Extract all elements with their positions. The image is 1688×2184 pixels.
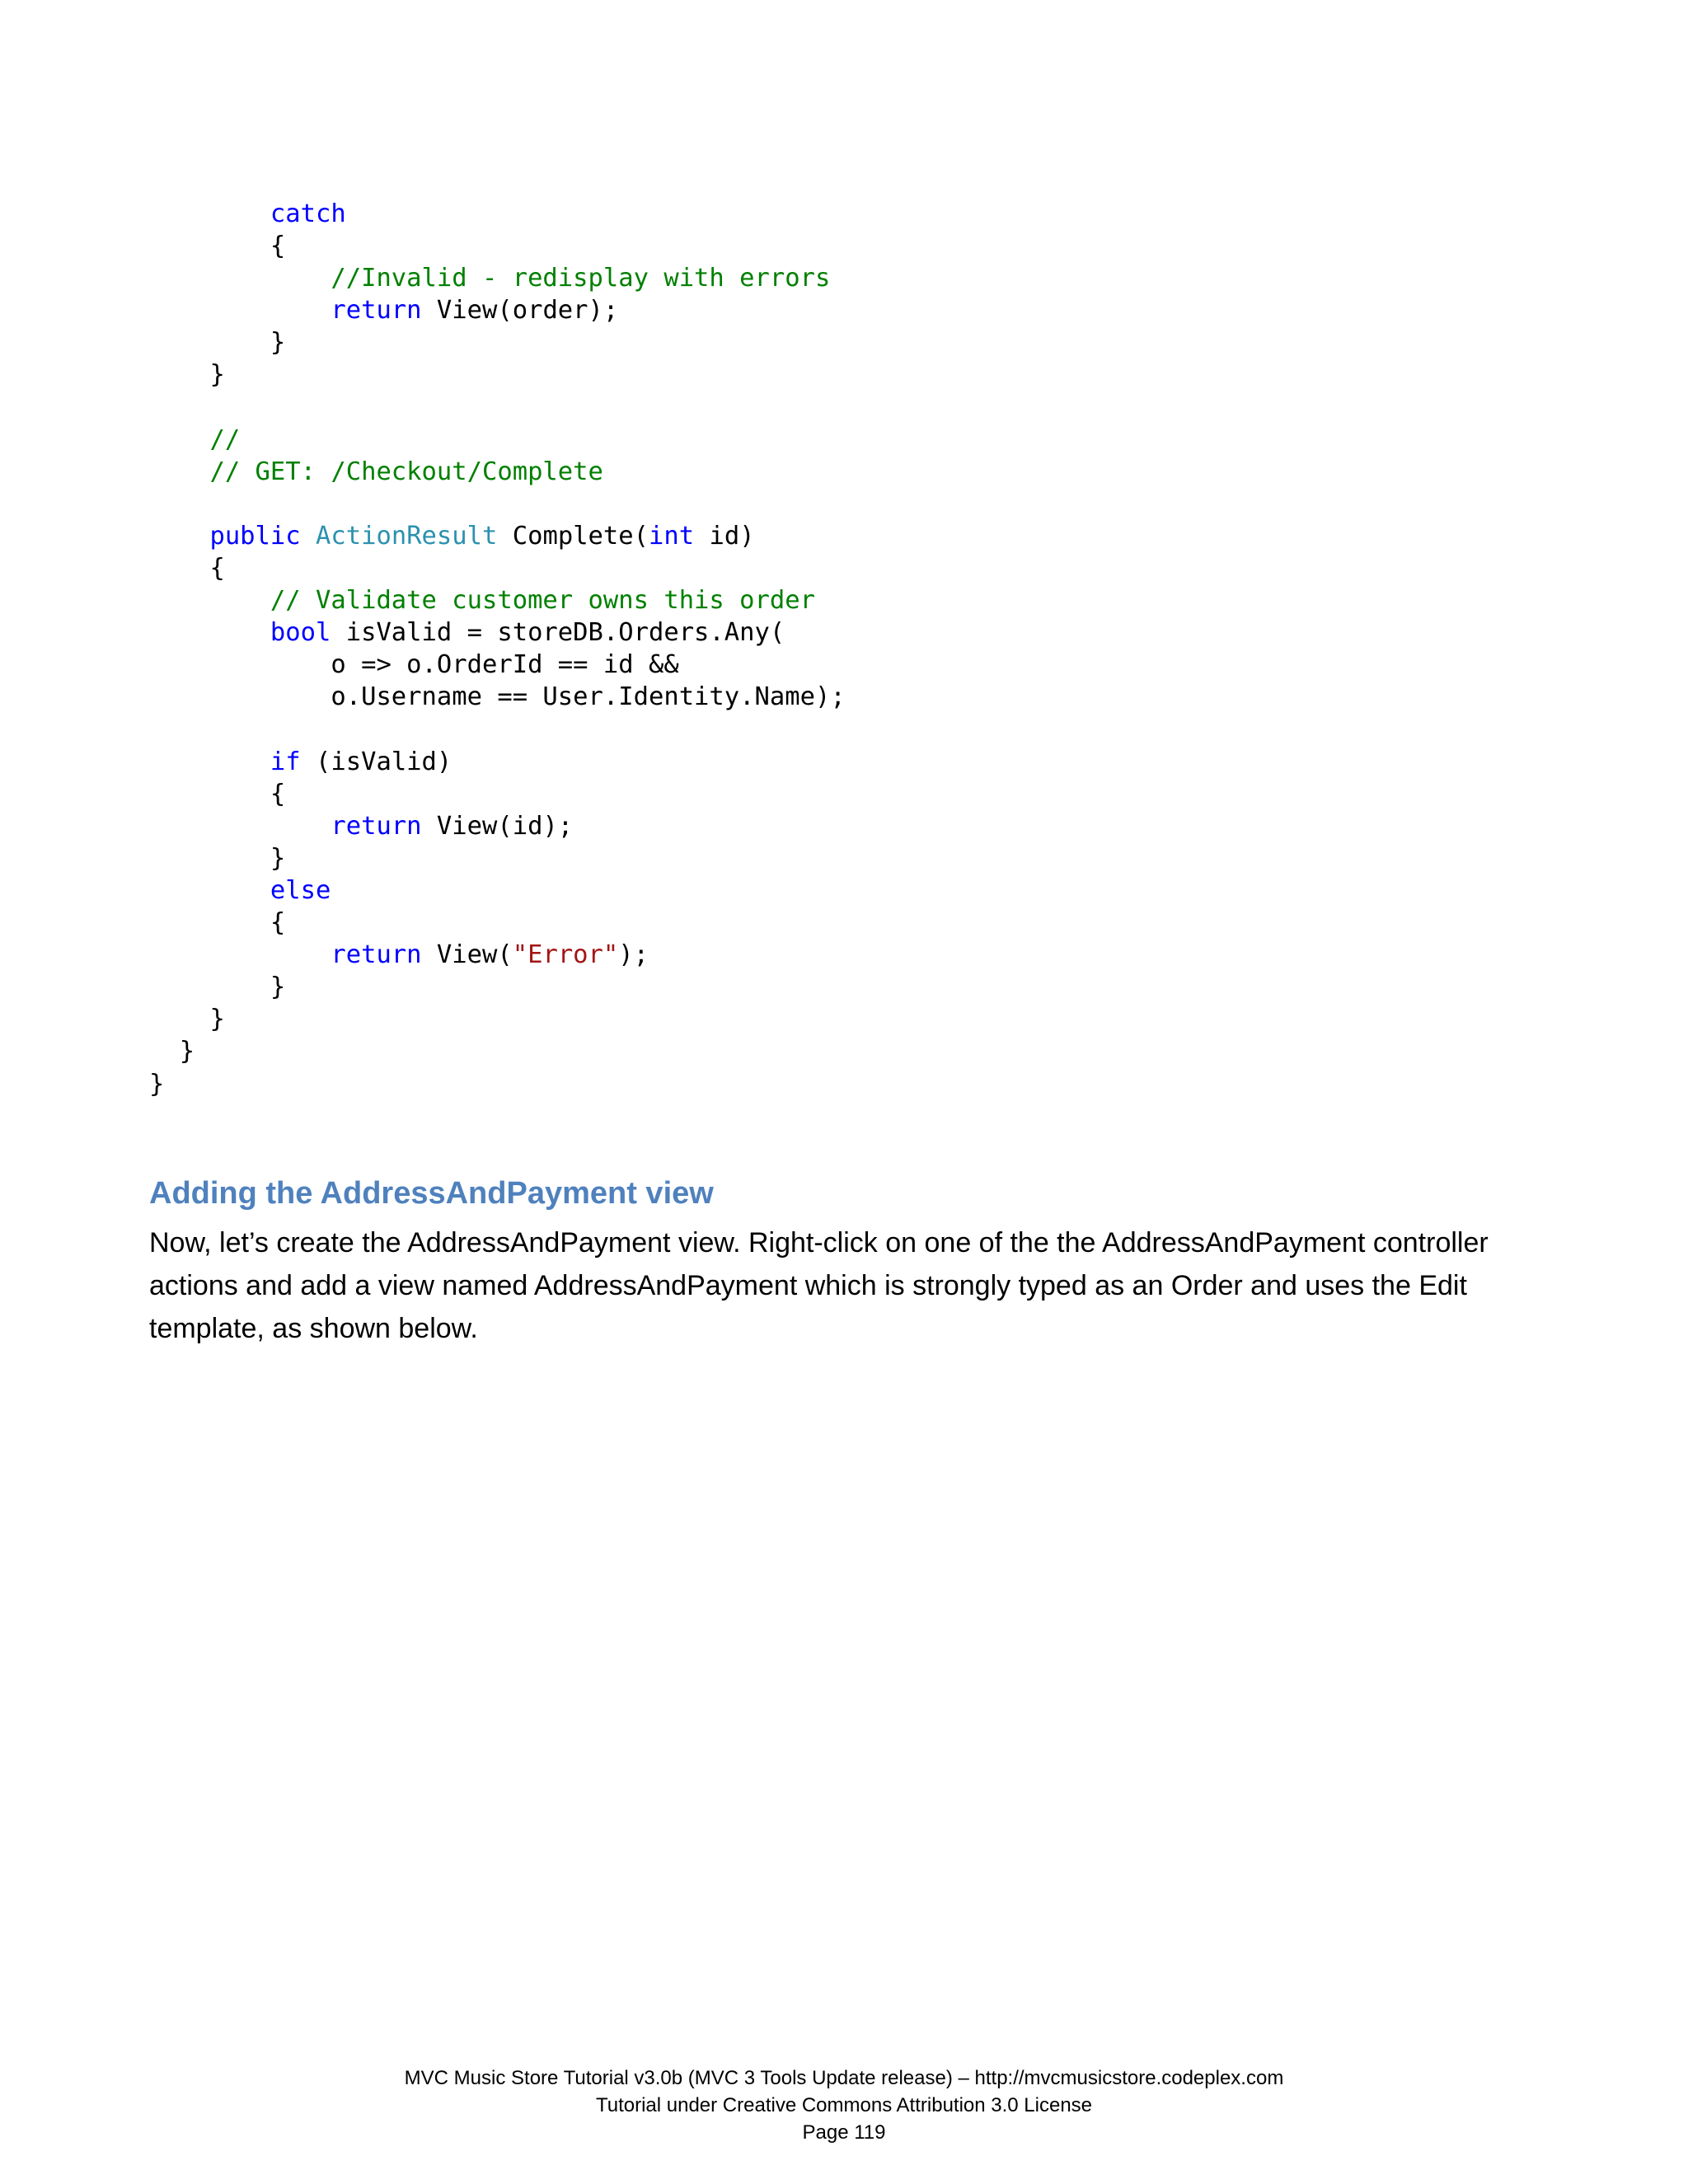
code-line	[149, 842, 1550, 874]
code-line	[149, 326, 1550, 359]
code-line	[149, 649, 1550, 681]
code-line	[149, 198, 1550, 230]
code-text	[149, 586, 270, 615]
code-comment: // GET: /Checkout/Complete	[209, 457, 603, 486]
code-line	[149, 778, 1550, 810]
code-text	[149, 457, 209, 486]
code-line	[149, 456, 1550, 488]
code-text	[149, 748, 270, 776]
code-keyword: public	[209, 521, 301, 551]
code-line	[149, 552, 1550, 584]
code-text	[149, 264, 331, 293]
code-text: }	[149, 360, 225, 390]
code-text: (isValid)	[300, 747, 452, 776]
code-line	[149, 262, 1550, 294]
code-text: id)	[694, 521, 755, 551]
code-keyword: int	[649, 521, 695, 551]
code-line	[149, 1003, 1550, 1035]
code-text: }	[149, 1037, 195, 1066]
code-comment: // Validate customer owns this order	[270, 586, 815, 616]
code-comment: //	[209, 424, 241, 454]
code-line	[149, 746, 1550, 778]
footer-tutorial-title: MVC Music Store Tutorial v3.0b (MVC 3 Tools Update release) – http://mvcmusicstore.codeplex.com	[404, 2067, 1284, 2089]
code-text: }	[149, 972, 286, 1002]
code-text: View(id);	[421, 811, 574, 841]
code-text	[149, 618, 270, 647]
code-text	[149, 876, 270, 905]
code-line	[149, 1068, 1550, 1100]
code-text: {	[149, 232, 286, 261]
code-text: o => o.OrderId == id &&	[149, 650, 679, 680]
code-line	[149, 359, 1550, 391]
code-text: isValid = storeDB.Orders.Any(	[331, 618, 785, 648]
code-line	[149, 424, 1550, 456]
body-paragraph: Now, let’s create the AddressAndPayment view. Right-click on one of the the AddressAndPayment controller actions and add a view named AddressAndPayment which is strongly typed as an Order and uses the Edit template, as shown below.	[149, 1227, 1489, 1344]
code-text: View(	[421, 940, 513, 970]
code-line	[149, 874, 1550, 907]
code-line	[149, 810, 1550, 842]
code-text: {	[149, 779, 286, 808]
code-text	[149, 940, 331, 969]
code-line	[149, 294, 1550, 326]
code-text: {	[149, 908, 286, 938]
code-keyword: catch	[270, 199, 346, 228]
code-line	[149, 714, 1550, 746]
code-text: );	[618, 940, 649, 970]
footer-license: Tutorial under Creative Commons Attribution 3.0 License	[595, 2094, 1093, 2116]
code-keyword: bool	[270, 618, 331, 648]
code-text: }	[149, 1069, 165, 1099]
code-keyword: if	[270, 747, 301, 776]
code-keyword: else	[270, 875, 331, 905]
code-line	[149, 939, 1550, 971]
code-text: View(order);	[421, 296, 619, 326]
code-keyword: return	[331, 940, 422, 970]
code-listing	[149, 198, 1550, 1100]
code-line	[149, 391, 1550, 424]
footer-page-number: Page 119	[802, 2121, 886, 2144]
code-line	[149, 488, 1550, 520]
code-keyword: return	[331, 296, 422, 326]
code-line	[149, 907, 1550, 939]
code-string: "Error"	[512, 940, 619, 970]
code-line	[149, 681, 1550, 713]
code-text	[149, 296, 331, 325]
code-keyword: return	[331, 811, 422, 841]
code-text	[149, 425, 209, 454]
code-text	[149, 522, 209, 551]
section-heading: Adding the AddressAndPayment view	[149, 1176, 714, 1211]
code-type-name: ActionResult	[316, 521, 498, 551]
code-text	[301, 522, 316, 551]
code-line	[149, 520, 1550, 552]
code-line	[149, 616, 1550, 649]
code-line	[149, 584, 1550, 616]
code-text: {	[149, 554, 225, 583]
code-comment: //Invalid - redisplay with errors	[331, 264, 831, 293]
code-text: }	[149, 1005, 225, 1034]
code-text: o.Username == User.Identity.Name);	[149, 682, 846, 712]
code-line	[149, 971, 1550, 1003]
code-text: Complete(	[497, 521, 649, 551]
code-text: }	[149, 328, 286, 358]
code-text	[149, 812, 331, 841]
page-footer	[0, 2064, 1688, 2146]
code-line	[149, 230, 1550, 262]
code-text: }	[149, 843, 286, 873]
code-text	[149, 199, 270, 228]
code-line	[149, 1035, 1550, 1067]
